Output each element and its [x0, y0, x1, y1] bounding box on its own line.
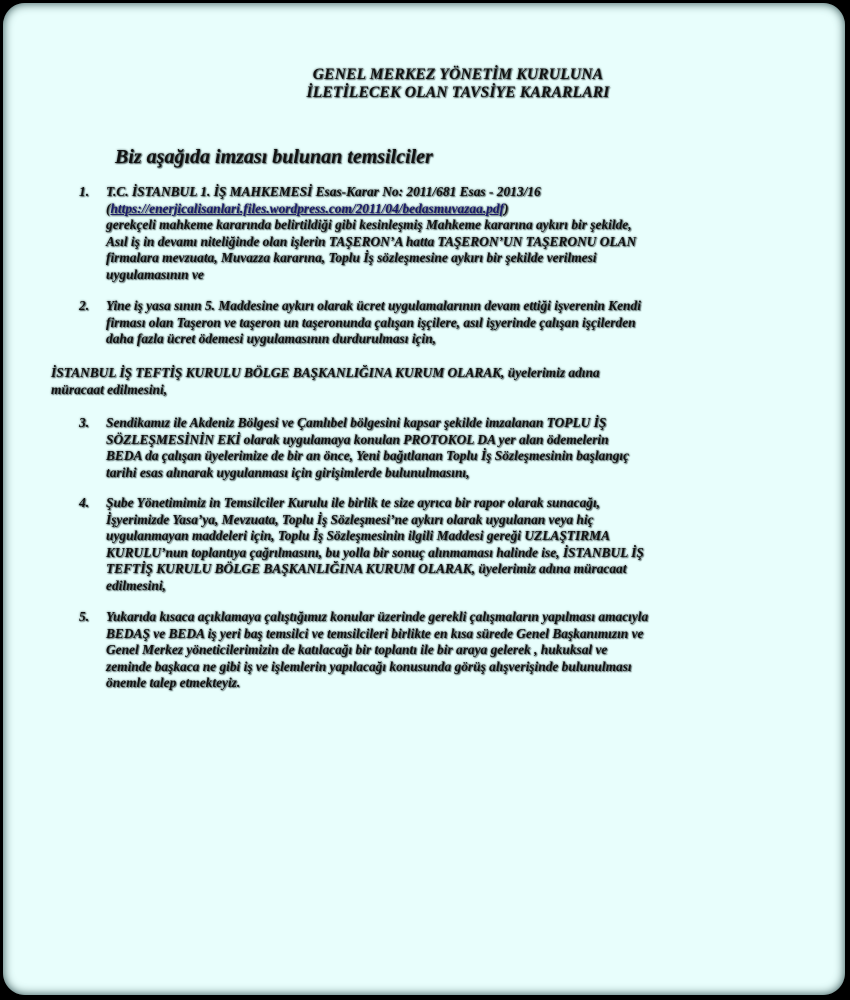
list-item-number: 4.	[79, 495, 90, 510]
list-item-line: Sendikamız ile Akdeniz Bölgesi ve Çamlıbel bölgesini kapsar şekilde imzalanan TOPLU İŞ	[106, 415, 607, 430]
list-item-line: KURULU’nun toplantıya çağrılmasını, bu yolla bir sonuç alınmaması halinde ise, İSTANBUL İŞ	[106, 544, 644, 560]
paragraph-line: müracaat edilmesini,	[51, 381, 168, 397]
list-item-line: Asıl iş in devamı niteliğinde olan işlerin TAŞERON’A hatta TAŞERON’UN TAŞERONU OLAN	[106, 233, 637, 249]
intro-heading: Biz aşağıda imzası bulunan temsilciler	[115, 146, 433, 168]
list-item-number: 1.	[79, 184, 90, 199]
paragraph-line: İSTANBUL İŞ TEFTİŞ KURULU BÖLGE BAŞKANLIĞINA KURUM OLARAK, üyelerimiz adına	[51, 365, 600, 380]
list-item-line: BEDA da çalışan üyelerimize de bir an önce, Yeni bağıtlanan Toplu İş Sözleşmesinin başlangıç	[106, 448, 630, 464]
document-title-line-2: İLETİLECEK OLAN TAVSİYE KARARLARI	[306, 84, 610, 101]
document-title-line-1: GENEL MERKEZ YÖNETİM KURULUNA	[312, 66, 604, 83]
list-item-number: 5.	[79, 609, 90, 624]
list-item-line: tarihi esas alınarak uygulanması için girişimlerde bulunulmasını,	[106, 464, 470, 480]
list-item-line: edilmesini,	[106, 577, 166, 593]
list-item-line: firmalara mevzuata, Muvazza kararına, Toplu İş sözleşmesine aykırı bir şekilde verilmesi	[106, 250, 597, 266]
list-item-1	[79, 184, 806, 284]
list-item-line: gerekçeli mahkeme kararında belirtildiği gibi kesinleşmiş Mahkeme kararına aykırı bir şekilde,	[106, 217, 632, 233]
paragraph-application	[51, 365, 811, 398]
list-item-3	[79, 415, 806, 481]
list-item-line: zeminde başkaca ne gibi iş ve işlemlerin yapılacağı konusunda görüş alışverişinde bulunulması	[106, 658, 632, 674]
link-paren-close: )	[504, 200, 509, 216]
list-item-2	[79, 298, 806, 348]
list-item-number: 3.	[79, 415, 90, 430]
list-item-line: BEDAŞ ve BEDA iş yeri baş temsilci ve temsilcileri birlikte en kısa sürede Genel Başkanımızın ve	[106, 625, 644, 641]
list-item-line: Yine iş yasa sının 5. Maddesine aykırı olarak ücret uygulamalarının devam ettiği işverenin Kendi	[106, 298, 641, 313]
list-item-5	[79, 609, 806, 692]
list-item-line: önemle talep etmekteyiz.	[106, 675, 241, 691]
list-item-line: firması olan Taşeron ve taşeron un taşeronunda çalışan işçilere, asıl işyerinde çalışan işçilerden	[106, 314, 636, 330]
document-body	[3, 3, 845, 995]
source-link[interactable]: https://enerjicalisanlari.files.wordpress.com/2011/04/bedasmuvazaa.pdf	[110, 200, 505, 216]
list-item-line: TEFTİŞ KURULU BÖLGE BAŞKANLIĞINA KURUM OLARAK, üyelerimiz adına müracaat	[106, 561, 627, 577]
list-item-link-line	[106, 201, 806, 218]
list-item-line: SÖZLEŞMESİNİN EKİ olarak uygulamaya konulan PROTOKOL DA yer alan ödemelerin	[106, 431, 609, 447]
list-item-line: Yukarıda kısaca açıklamaya çalıştığımız konular üzerinde gerekli çalışmaların yapılması amacıyla	[106, 609, 649, 624]
link-paren-open: (	[106, 200, 111, 216]
list-item-line: daha fazla ücret ödemesi uygulamasının durdurulması için,	[106, 331, 436, 347]
list-item-line: Şube Yönetimimiz in Temsilciler Kurulu ile birlik te size ayrıca bir rapor olarak sunacağı,	[106, 495, 601, 510]
list-item-line: uygulamasının ve	[106, 266, 204, 282]
document-frame	[3, 3, 845, 995]
list-item-line: T.C. İSTANBUL 1. İŞ MAHKEMESİ Esas-Karar No: 2011/681 Esas - 2013/16	[106, 184, 541, 199]
list-item-line: İşyerimizde Yasa’ya, Mevzuata, Toplu İş Sözleşmesi’ne aykırı olarak uygulanan veya hiç	[106, 511, 594, 527]
list-item-4	[79, 495, 806, 595]
list-item-number: 2.	[79, 298, 90, 313]
list-item-line: Genel Merkez yöneticilerimizin de katılacağı bir toplantı ile bir araya gelerek , hukuksal ve	[106, 642, 608, 658]
list-item-line: uygulanmayan maddeleri için, Toplu İş Sözleşmesinin ilgili Maddesi gereği UZLAŞTIRMA	[106, 528, 610, 544]
